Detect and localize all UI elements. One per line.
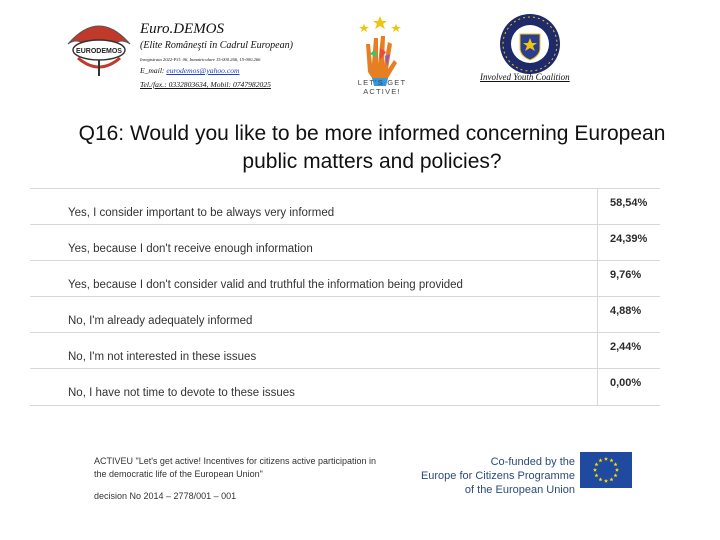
- percent-cell-divider: [597, 189, 598, 225]
- eurodemos-logo-text: EURODEMOS: [76, 48, 122, 55]
- lga-line1: LET'S GET: [357, 78, 407, 87]
- eu-cofunding-text: [405, 455, 575, 497]
- email-label: E_mail:: [140, 66, 165, 75]
- eu-line3: of the European Union: [464, 484, 575, 496]
- percent-cell-divider: [597, 369, 598, 405]
- involved-youth-coalition-logo: [498, 12, 562, 76]
- percent-value: 0,00%: [610, 377, 642, 389]
- answer-label: Yes, because I don't receive enough information: [68, 243, 313, 255]
- answer-label: Yes, I consider important to be always very informed: [68, 207, 335, 219]
- question-title: Q16: Would you like to be more informed concerning European public matters and policies?: [78, 122, 666, 173]
- table-row: [30, 368, 660, 406]
- percent-value: 2,44%: [610, 341, 642, 353]
- table-row: [30, 224, 660, 261]
- percent-cell-divider: [597, 297, 598, 333]
- percent-value: 9,76%: [610, 269, 642, 281]
- org-info: [140, 20, 340, 89]
- answer-label: No, I'm not interested in these issues: [68, 351, 257, 363]
- percent-value: 58,54%: [610, 197, 648, 209]
- org-email-line: [140, 66, 340, 75]
- eu-line2: Europe for Citizens Programme: [420, 470, 575, 482]
- lets-get-active-text: [356, 78, 408, 96]
- project-description: ACTIVEU "Let's get active! Incentives for citizens active participation in the democratic life of the European Union": [94, 456, 377, 479]
- answer-label: No, I have not time to devote to these issues: [68, 387, 295, 399]
- org-phone: Tel./fax.: 0332803634, Mobil: 0747982025: [140, 80, 271, 89]
- org-subtitle: (Elite Româneşti în Cadrul European): [140, 40, 293, 51]
- percent-cell-divider: [597, 261, 598, 297]
- answers-table: [30, 188, 660, 408]
- percent-value: 24,39%: [610, 233, 648, 245]
- percent-cell-divider: [597, 333, 598, 369]
- percent-value: 4,88%: [610, 305, 642, 317]
- answer-label: No, I'm already adequately informed: [68, 315, 253, 327]
- table-row: [30, 260, 660, 297]
- decision-number: decision No 2014 – 2778/001 – 001: [94, 491, 237, 501]
- table-row: [30, 188, 660, 225]
- eu-line1: Co-funded by the: [490, 456, 575, 468]
- percent-cell-divider: [597, 225, 598, 261]
- email-link[interactable]: eurodemos@yahoo.com: [166, 66, 240, 75]
- table-row: [30, 296, 660, 333]
- table-row: [30, 332, 660, 369]
- iyc-name: Involved Youth Coalition: [480, 72, 570, 82]
- eu-flag-icon: [580, 452, 632, 488]
- org-name: Euro.DEMOS: [140, 21, 225, 37]
- eurodemos-logo: [64, 14, 134, 80]
- answer-label: Yes, because I don't consider valid and truthful the information being provided: [68, 279, 463, 291]
- org-registration: Inregistrata 2022-P.O. 06, Inmatriculare 15-000.266, 15-000.266: [140, 57, 261, 62]
- lga-line2: ACTIVE!: [363, 87, 401, 96]
